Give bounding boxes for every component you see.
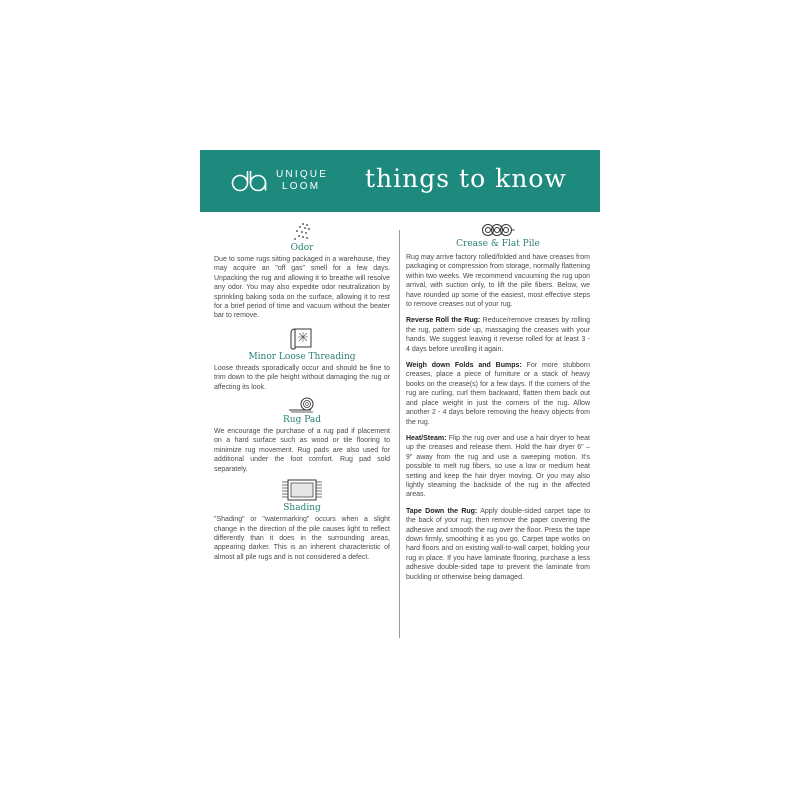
step-heat-steam [406, 434, 590, 500]
rolled-rugs-icon [480, 222, 516, 238]
section-odor [214, 222, 390, 321]
section-rug-pad [214, 396, 390, 474]
step-reverse-roll [406, 316, 590, 354]
section-shading [214, 478, 390, 562]
step-text: Apply double-sided carpet tape to the back of your rug; then remove the paper covering the adhesive and smooth the rug over the floor. Press the tape down firmly, smoothing it as you go. Carpet tape works on hard floors and on existing wall-to-wall carpet, holding your rug in place. If you have laminate flooring, purchase a less adhesive double-sided tape to prevent the laminate from buckling or otherwise being damaged. [406, 507, 590, 581]
step-label: Reverse Roll the Rug: [406, 317, 481, 325]
threading-text: Loose threads sporadically occur and should be fine to trim down to the pile height without damaging the rug or affecting its look. [214, 364, 390, 391]
shading-text: "Shading" or "watermarking" occurs when a slight change in the direction of the pile causes light to reflect differently than it does in the surrounding areas, appearing darker. This is an inherent characteristic of almost all pile rugs and is not considered a defect. [214, 516, 390, 561]
step-label: Tape Down the Rug: [406, 507, 478, 515]
brand-line-2: LOOM [282, 181, 321, 192]
step-tape-down [406, 507, 590, 582]
crease-intro: Rug may arrive factory rolled/folded and have creases from packaging or compression from storage, normally flattening within two weeks. We recommend vacuuming the rug upon arrival, with suction only, to lift the pile fibers. Below, we have rounded up some of the easiest, most effective steps to remove creases out of your rug. [406, 254, 590, 309]
rug-fringe-icon [280, 478, 324, 502]
left-column [214, 222, 390, 566]
info-card [200, 150, 600, 640]
threading-heading: Minor Loose Threading [248, 351, 356, 362]
step-label: Heat/Steam: [406, 434, 447, 442]
sparkle-dots-icon [291, 222, 313, 242]
section-threading [214, 325, 390, 392]
brand-line-1: UNIQUE [276, 169, 329, 180]
rug-pad-heading: Rug Pad [283, 415, 321, 426]
step-text: Reduce/remove creases by rolling the rug, pattern side up, massaging the creases with your hands. We suggest leaving it reverse rolled for at least 3 - 4 days before unrolling it again. [406, 317, 590, 353]
crease-heading: Crease & Flat Pile [456, 239, 540, 249]
rug-pad-icon [287, 396, 317, 414]
banner-title: things to know [365, 164, 567, 193]
unique-loom-logo-icon [230, 168, 270, 194]
step-text: For more stubborn creases, place a piece of furniture or a stack of heavy books on the crease(s) for a few days. If the corners of the rug are curling, curl them backward, flatten them back out and place weight in just the corners of the rug. Allow another 2 - 4 days before removing the heavy objects from the rug. [406, 362, 590, 426]
step-label: Weigh down Folds and Bumps: [406, 362, 522, 370]
odor-text: Due to some rugs sitting packaged in a warehouse, they may acquire an "off gas" smell for a few days. Unpacking the rug and allowing it to breathe will resolve any odor. You may also expedite odor neutralization by sprinkling baking soda on the surface, allowing it to rest for a brief period of time and vacuum without the beater bar to remove. [214, 256, 390, 320]
header-banner [200, 150, 600, 212]
rug-roll-icon [289, 325, 315, 351]
step-weigh-down [406, 361, 590, 427]
shading-heading: Shading [283, 503, 321, 514]
brand-name [276, 169, 328, 193]
odor-heading: Odor [290, 243, 314, 253]
column-divider [399, 230, 400, 638]
right-column [406, 222, 590, 589]
step-text: Flip the rug over and use a hair dryer to heat up the creases and release them. Hold the hair dryer 6" – 9" away from the rug and use a sweeping motion. It's possible to melt rug fibers, so use a low or medium heat setting and keep the hair dryer moving. Or you may also lightly steaming the backside of the rug in the affected areas. [406, 434, 590, 499]
brand-logo [230, 166, 328, 196]
rug-pad-text: We encourage the purchase of a rug pad if placement on a hard surface such as wood or tile flooring to minimize rug movement. Rug pads are also used for additional under the foot comfort. Rug pad sold separately. [214, 428, 390, 473]
